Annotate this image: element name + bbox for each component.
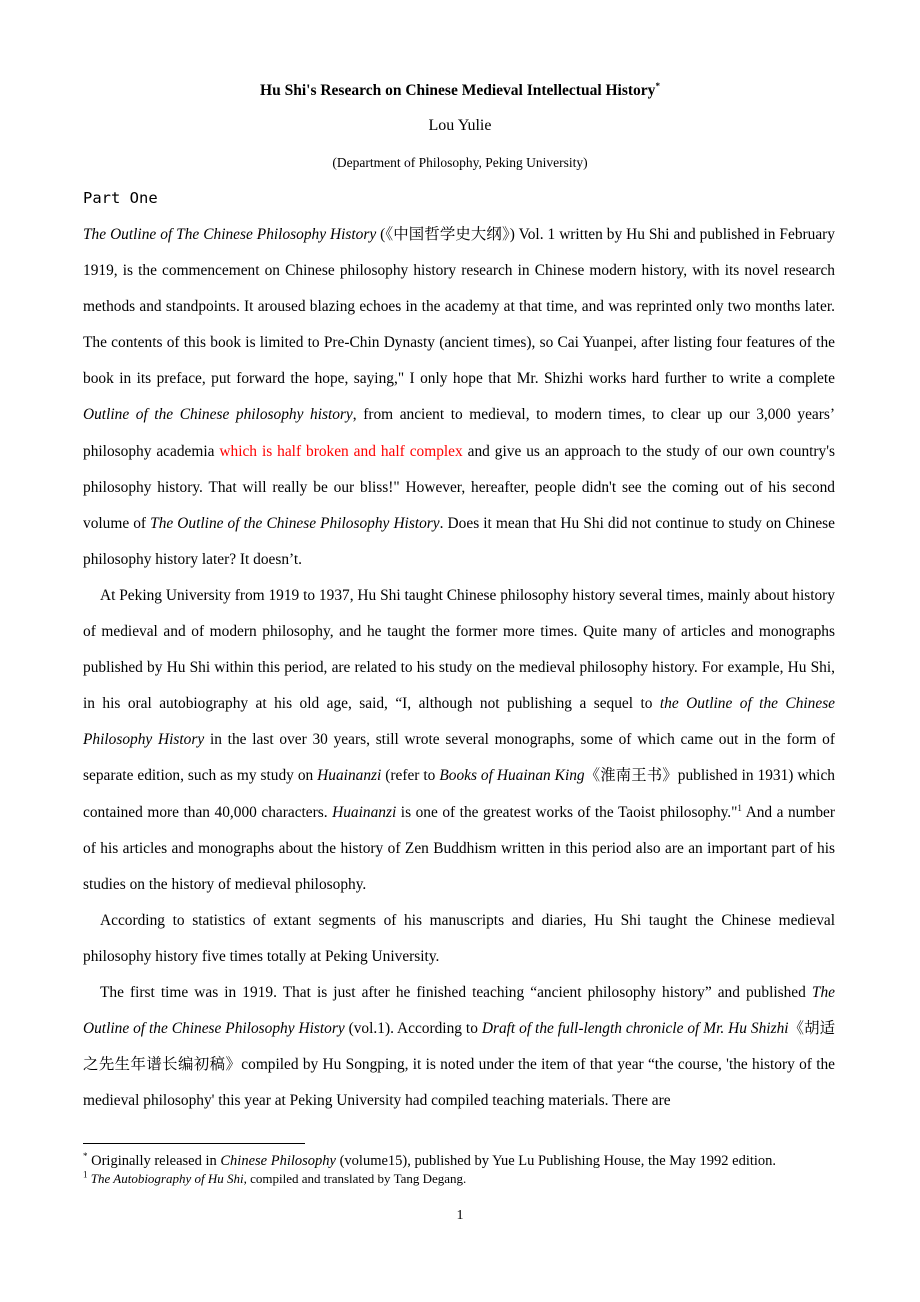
- text-run: compiled and translated by Tang Degang.: [246, 1171, 467, 1186]
- author: Lou Yulie: [428, 117, 492, 134]
- footnote-separator: [83, 1143, 305, 1144]
- italic-title: Huainanzi: [317, 767, 382, 785]
- text-run: (volume15), published by Yue Lu Publishing House, the May 1992 edition.: [335, 1153, 777, 1169]
- paragraph: [83, 578, 835, 903]
- text-run: and give us an approach to the study of our own country's philosophy history. That will really be our bliss!" However, hereafter, people didn't see the coming out of his second volume of: [83, 442, 836, 532]
- section-heading: Part One: [83, 189, 158, 207]
- paragraph: [83, 975, 835, 1119]
- text-run: The first time was in 1919. That is just after he finished teaching “ancient philosophy history” and published: [100, 983, 812, 1001]
- italic-title: Huainanzi: [332, 803, 397, 821]
- affiliation: (Department of Philosophy, Peking University): [332, 155, 588, 170]
- paragraph: [83, 903, 835, 975]
- text-run: 《胡适之先生年谱长编初稿》compiled by Hu Songping, it is noted under the item of that year “the course, 'the history of the medieval philosophy' this year at Peking University had compiled teaching materials. There are: [83, 1020, 836, 1110]
- text-run: Originally released in: [87, 1153, 221, 1169]
- footnote-1: [83, 1152, 823, 1170]
- page-number: 1: [456, 1208, 464, 1223]
- text-run: (vol.1). According to: [344, 1020, 482, 1038]
- footnote-mark: 1: [83, 1169, 88, 1180]
- text-run: (refer to: [381, 767, 440, 785]
- text-run: in the last over 30 years, still wrote several monographs, some of which came out in the form of separate edition, such as my study on: [83, 731, 835, 785]
- italic-title: Outline of the Chinese philosophy history: [83, 406, 353, 424]
- italic-title: Draft of the full-length chronicle of Mr. Hu Shizhi: [481, 1020, 789, 1038]
- text-run: is one of the greatest works of the Taoist philosophy.": [396, 803, 738, 821]
- highlighted-text: which is half broken and half complex: [219, 442, 463, 460]
- italic-title: The Outline of The Chinese Philosophy History: [83, 226, 377, 243]
- footnote-ref: 1: [737, 802, 742, 813]
- document-body: [83, 217, 835, 1119]
- title-text: Hu Shi's Research on Chinese Medieval Intellectual History: [260, 82, 656, 100]
- text-run: And a number of his articles and monographs about the history of Zen Buddhism written in this period also are an important part of his studies on the history of medieval philosophy.: [83, 803, 835, 893]
- text-run: , from ancient to medieval, to modern times, to clear up our 3,000 years’ philosophy academia: [83, 406, 836, 460]
- footnote-mark: *: [83, 1151, 88, 1162]
- document-title: [0, 81, 920, 100]
- italic-title: The Outline of the Chinese Philosophy History: [83, 983, 835, 1038]
- italic-title: The Outline of the Chinese Philosophy History: [150, 514, 440, 532]
- italic-title: the Outline of the Chinese Philosophy History: [83, 695, 836, 749]
- text-run: (《中国哲学史大纲》) Vol. 1 written by Hu Shi and published in February 1919, is the commencement on Chinese philosophy history research in Chinese modern history, with its novel research methods and standpoints. It aroused blazing echoes in the academy at that time, and was reprinted only two months later. The contents of this book is limited to Pre-Chin Dynasty (ancient times), so Cai Yuanpei, after listing four features of the book in its preface, put forward the hope, saying," I only hope that Mr. Shizhi works hard further to write a complete: [83, 226, 835, 388]
- footnote-2: [83, 1170, 823, 1188]
- paragraph: [83, 217, 835, 578]
- text-run: 《淮南王书》published in 1931) which contained more than 40,000 characters.: [83, 767, 835, 821]
- italic-title: Chinese Philosophy: [220, 1153, 336, 1169]
- text-run: According to statistics of extant segments of his manuscripts and diaries, Hu Shi taught the Chinese medieval philosophy history five times totally at Peking University.: [83, 911, 835, 965]
- footnotes: [83, 1152, 823, 1188]
- text-run: . Does it mean that Hu Shi did not continue to study on Chinese philosophy history later? It doesn’t.: [83, 514, 835, 568]
- italic-title: The Autobiography of Hu Shi,: [87, 1171, 247, 1186]
- italic-title: Books of Huainan King: [439, 767, 585, 785]
- title-footnote-mark: *: [655, 81, 660, 91]
- text-run: At Peking University from 1919 to 1937, Hu Shi taught Chinese philosophy history several times, mainly about history of medieval and of modern philosophy, and he taught the former more times. Quite many of articles and monographs published by Hu Shi within this period, are related to his study on the medieval philosophy history. For example, Hu Shi, in his oral autobiography at his old age, said, “I, although not publishing a sequel to: [83, 586, 835, 713]
